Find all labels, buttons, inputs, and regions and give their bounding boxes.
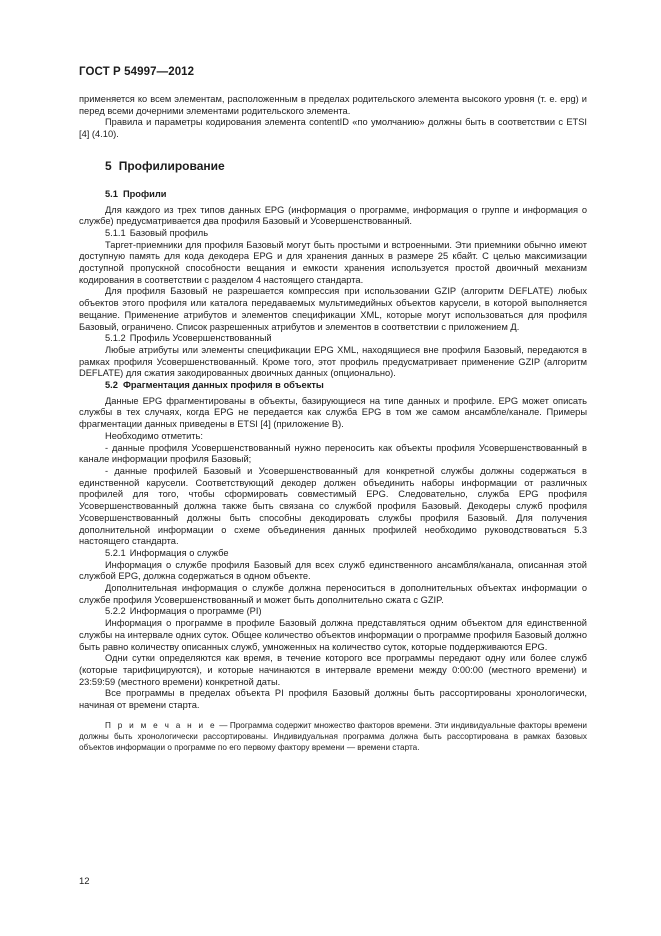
list-item: - данные профилей Базовый и Усовершенствованный для конкретной службы должны содержаться в единственной карусели. Соответствующий декодер должен объединить наборы информации от различных профилей для того, чтобы сформировать совместимый EPG. Следовательно, служба EPG профиля Усовершенствованный должна также быть связана со службой профиля Базовый. Декодеры служб профиля Усовершенствованный должны быть способны декодировать службы профиля Базовый. Для получения дополнительной информации о схеме объединения данных профилей необходимо руководствоваться 5.3 настоящего стандарта. bbox=[79, 465, 587, 547]
paragraph: Для профиля Базовый не разрешается компрессия при использовании GZIP (алгоритм DEFLATE) любых объектов этого профиля или каталога передаваемых мультимедийных объектов карусели, в которой выполняется вещание. Применение атрибутов и элементов спецификации XML, которые могут использоваться для профиля Базовый, ограничено. Список разрешенных атрибутов и элементов в соответствии с приложением Д. bbox=[79, 286, 587, 332]
paragraph: Таргет-приемники для профиля Базовый могут быть простыми и встроенными. Эти приемники обычно имеют доступную память для кода декодера EPG и для хранения данных в размере 25 кбайт. С целью максимизации доступной пропускной способности вещания и емкости хранения используется простой двоичный механизм кодирования в соответствии с разделом 4 настоящего стандарта. bbox=[79, 239, 587, 285]
clause-title: Профиль Усовершенствованный bbox=[129, 333, 272, 344]
paragraph: применяется ко всем элементам, расположенным в пределах родительского элемента высокого уровня (т. е. epg) и перед всеми дочерними элементами родительского элемента. bbox=[79, 94, 587, 116]
section-number: 5 bbox=[105, 158, 112, 173]
clause-number: 5.2.1 bbox=[105, 547, 126, 558]
clause-number: 5.1.1 bbox=[105, 227, 126, 238]
clause-heading bbox=[79, 333, 587, 345]
paragraph: Данные EPG фрагментированы в объекты, базирующиеся на типе данных и профиле. EPG может описать службы в тех случаях, когда EPG не передается как служба EPG в том же самом ансамбле/канале. Примеры фрагментации данных приведены в ETSI [4] (приложение В). bbox=[79, 395, 587, 430]
paragraph: Для каждого из трех типов данных EPG (информация о программе, информация о группе и информация о службе) предусматривается два профиля Базовый и Усовершенствованный. bbox=[79, 204, 587, 227]
section-title: Профилирование bbox=[118, 158, 225, 173]
clause-number: 5.2.2 bbox=[105, 606, 126, 617]
clause-title: Информация о службе bbox=[129, 547, 229, 558]
paragraph: Информация о службе профиля Базовый для всех служб единственного ансамбля/канала, описанная этой службой EPG, должна содержаться в одном объекте. bbox=[79, 559, 587, 582]
subsection-number: 5.2 bbox=[105, 380, 118, 391]
list-item: - данные профиля Усовершенствованный нужно переносить как объекты профиля Усовершенствованный в канале информации профиля Базовый; bbox=[79, 442, 587, 465]
clause-title: Информация о программе (PI) bbox=[129, 606, 262, 617]
clause-number: 5.1.2 bbox=[105, 333, 126, 344]
subsection-number: 5.1 bbox=[105, 188, 118, 199]
clause-title: Базовый профиль bbox=[129, 227, 209, 238]
note-text: — Программа содержит множество факторов времени. Эти индивидуальные факторы времени должны быть хронологически рассортированы. Индивидуальная программа должна быть рассортирована в рамках базовых объектов информации о программе по его первому фактору времени — времени старта. bbox=[79, 720, 587, 752]
document-header: ГОСТ Р 54997—2012 bbox=[79, 66, 195, 78]
paragraph: Необходимо отметить: bbox=[105, 430, 203, 441]
clause-heading bbox=[79, 548, 587, 560]
paragraph: Правила и параметры кодирования элемента contentID «по умолчанию» должны быть в соответствии с ETSI [4] (4.10). bbox=[79, 117, 587, 140]
clause-heading bbox=[79, 228, 587, 240]
paragraph: Все программы в пределах объекта PI профиля Базовый должны быть рассортированы хронологически, начиная от времени старта. bbox=[79, 688, 587, 711]
subsection-title: Фрагментация данных профиля в объекты bbox=[122, 380, 324, 391]
note bbox=[79, 720, 587, 753]
note-label: П р и м е ч а н и е bbox=[105, 720, 217, 730]
page-number: 12 bbox=[79, 876, 90, 887]
clause-heading bbox=[79, 606, 587, 618]
subsection-heading bbox=[79, 189, 587, 201]
paragraph: Информация о программе в профиле Базовый должна представляться одним объектом для единственной службы на интервале одних суток. Общее количество объектов информации о программе профиля Базовый должно быть равно количеству описанных служб, умноженных на количество суток, которые поддерживаются EPG. bbox=[79, 618, 587, 652]
paragraph: Дополнительная информация о службе должна переноситься в дополнительных объектах информации о службе профиля Усовершенствованный и может быть дополнительно сжата с GZIP. bbox=[79, 583, 587, 605]
paragraph: Любые атрибуты или элементы спецификации EPG XML, находящиеся вне профиля Базовый, передаются в рамках профиля Усовершенствованный. Кроме того, этот профиль предусматривает применение GZIP (алгоритм DEFLATE) для сжатия закодированных двоичных данных (опционально). bbox=[79, 344, 587, 379]
subsection-heading bbox=[79, 380, 587, 392]
section-heading bbox=[79, 159, 587, 173]
paragraph: Одни сутки определяются как время, в течение которого все программы передают одну или более служб (которые тарифицируются), и которые начинаются в интервале времени между 0:00:00 (местного времени) и 23:59:59 (местного времени) конкретной даты. bbox=[79, 653, 587, 687]
document-body bbox=[79, 94, 587, 753]
subsection-title: Профили bbox=[122, 188, 167, 199]
